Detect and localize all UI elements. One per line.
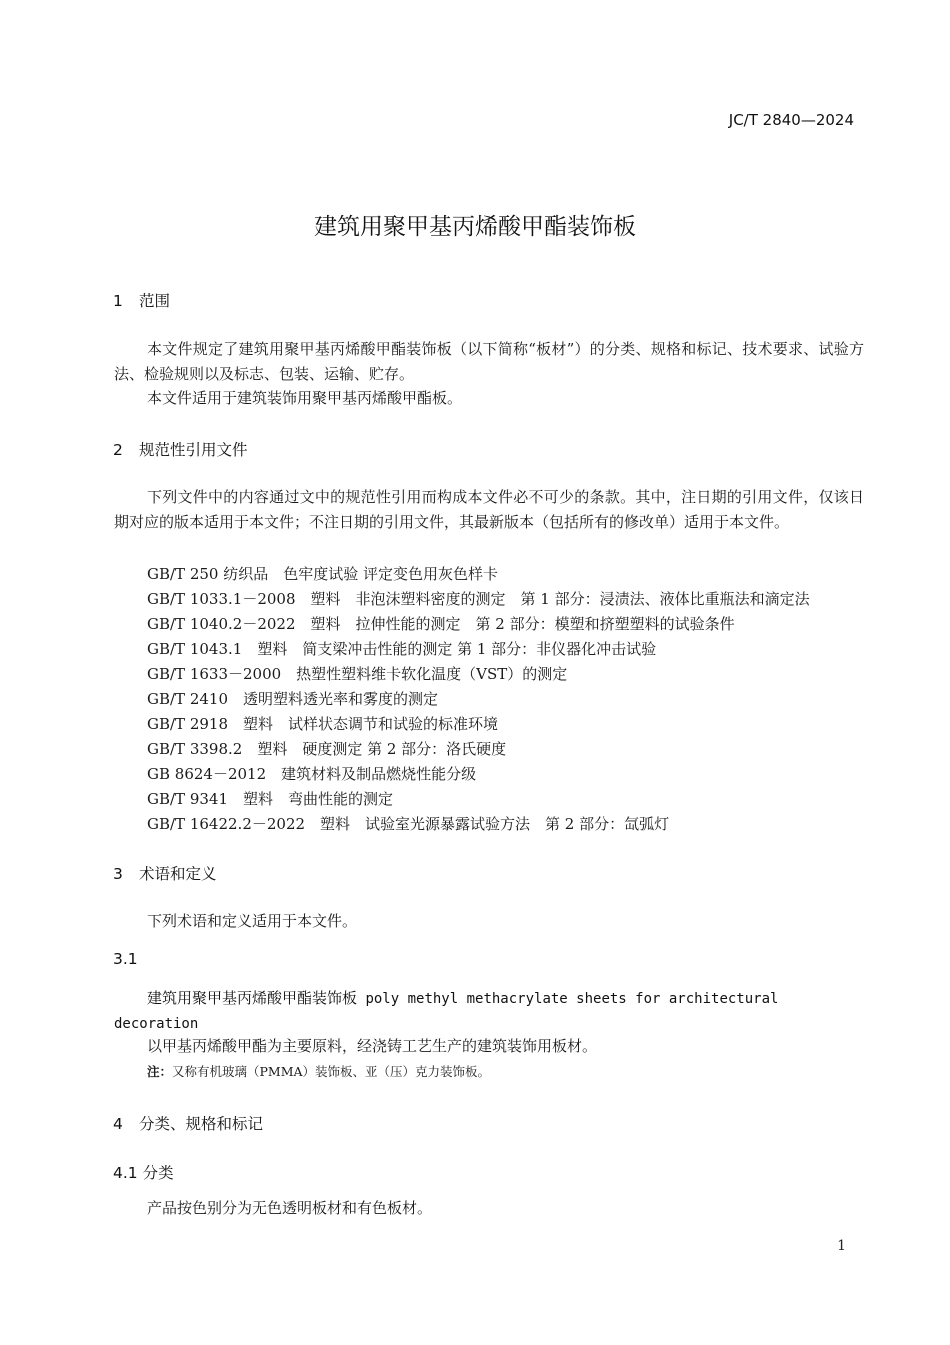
section-2-heading <box>113 438 248 460</box>
section-2-intro: 下列文件中的内容通过文中的规范性引用而构成本文件必不可少的条款。其中，注日期的引用文件，仅该日期对应的版本适用于本文件；不注日期的引用文件，其最新版本（包括所有的修改单）适用于本文件。 <box>114 488 864 531</box>
section-1-title: 范围 <box>139 292 171 310</box>
term-definition: 以甲基丙烯酸甲酯为主要原料，经浇铸工艺生产的建筑装饰用板材。 <box>147 1037 598 1055</box>
term-3-1-entry <box>114 986 864 1037</box>
reference-item: GB 8624－2012 建筑材料及制品燃烧性能分级 <box>147 765 477 783</box>
section-3-title: 术语和定义 <box>139 865 217 883</box>
subsection-4-1-text: 产品按色别分为无色透明板材和有色板材。 <box>147 1199 433 1217</box>
reference-item: GB/T 2918 塑料 试样状态调节和试验的标准环境 <box>147 715 499 733</box>
subsection-4-1-number: 4.1 <box>113 1164 138 1182</box>
section-4-title: 分类、规格和标记 <box>139 1115 264 1133</box>
reference-item: GB/T 1043.1 塑料 简支梁冲击性能的测定 第 1 部分：非仪器化冲击试验 <box>147 640 657 658</box>
section-1-heading <box>113 289 170 311</box>
subsection-4-1-title: 分类 <box>142 1164 174 1182</box>
section-3-heading <box>113 862 217 884</box>
reference-item: GB/T 9341 塑料 弯曲性能的测定 <box>147 790 394 808</box>
reference-item: GB/T 1040.2－2022 塑料 拉伸性能的测定 第 2 部分：模塑和挤塑塑料的试验条件 <box>147 615 735 633</box>
section-1-paragraph-1: 本文件规定了建筑用聚甲基丙烯酸甲酯装饰板（以下简称“板材”）的分类、规格和标记、技术要求、试验方法、检验规则以及标志、包装、运输、贮存。 <box>114 340 864 383</box>
section-1-paragraph-2: 本文件适用于建筑装饰用聚甲基丙烯酸甲酯板。 <box>147 389 463 407</box>
standard-code: JC/T 2840—2024 <box>728 111 854 129</box>
reference-item: GB/T 3398.2 塑料 硬度测定 第 2 部分：洛氏硬度 <box>147 740 507 758</box>
subsection-4-1-heading <box>113 1161 174 1183</box>
section-4-number: 4 <box>113 1115 123 1133</box>
term-note <box>147 1062 490 1080</box>
reference-item: GB/T 2410 透明塑料透光率和雾度的测定 <box>147 690 439 708</box>
section-1-number: 1 <box>113 292 123 310</box>
note-text: 又称有机玻璃（PMMA）装饰板、亚（压）克力装饰板。 <box>172 1064 491 1079</box>
section-2-title: 规范性引用文件 <box>139 441 248 459</box>
reference-item: GB/T 1633－2000 热塑性塑料维卡软化温度（VST）的测定 <box>147 665 568 683</box>
reference-item: GB/T 250 纺织品 色牢度试验 评定变色用灰色样卡 <box>147 565 499 583</box>
reference-item: GB/T 16422.2－2022 塑料 试验室光源暴露试验方法 第 2 部分：氙弧灯 <box>147 815 670 833</box>
note-label: 注： <box>147 1064 173 1079</box>
section-2-number: 2 <box>113 441 123 459</box>
page-number: 1 <box>837 1238 846 1254</box>
term-english: poly methyl methacrylate sheets for architectural decoration <box>114 991 779 1032</box>
document-title: 建筑用聚甲基丙烯酸甲酯装饰板 <box>314 214 636 240</box>
term-3-1-number: 3.1 <box>113 950 138 968</box>
term-chinese: 建筑用聚甲基丙烯酸甲酯装饰板 <box>147 989 358 1007</box>
reference-item: GB/T 1033.1－2008 塑料 非泡沫塑料密度的测定 第 1 部分：浸渍法、液体比重瓶法和滴定法 <box>147 590 810 608</box>
section-3-intro: 下列术语和定义适用于本文件。 <box>147 912 358 930</box>
section-4-heading <box>113 1112 263 1134</box>
section-3-number: 3 <box>113 865 123 883</box>
